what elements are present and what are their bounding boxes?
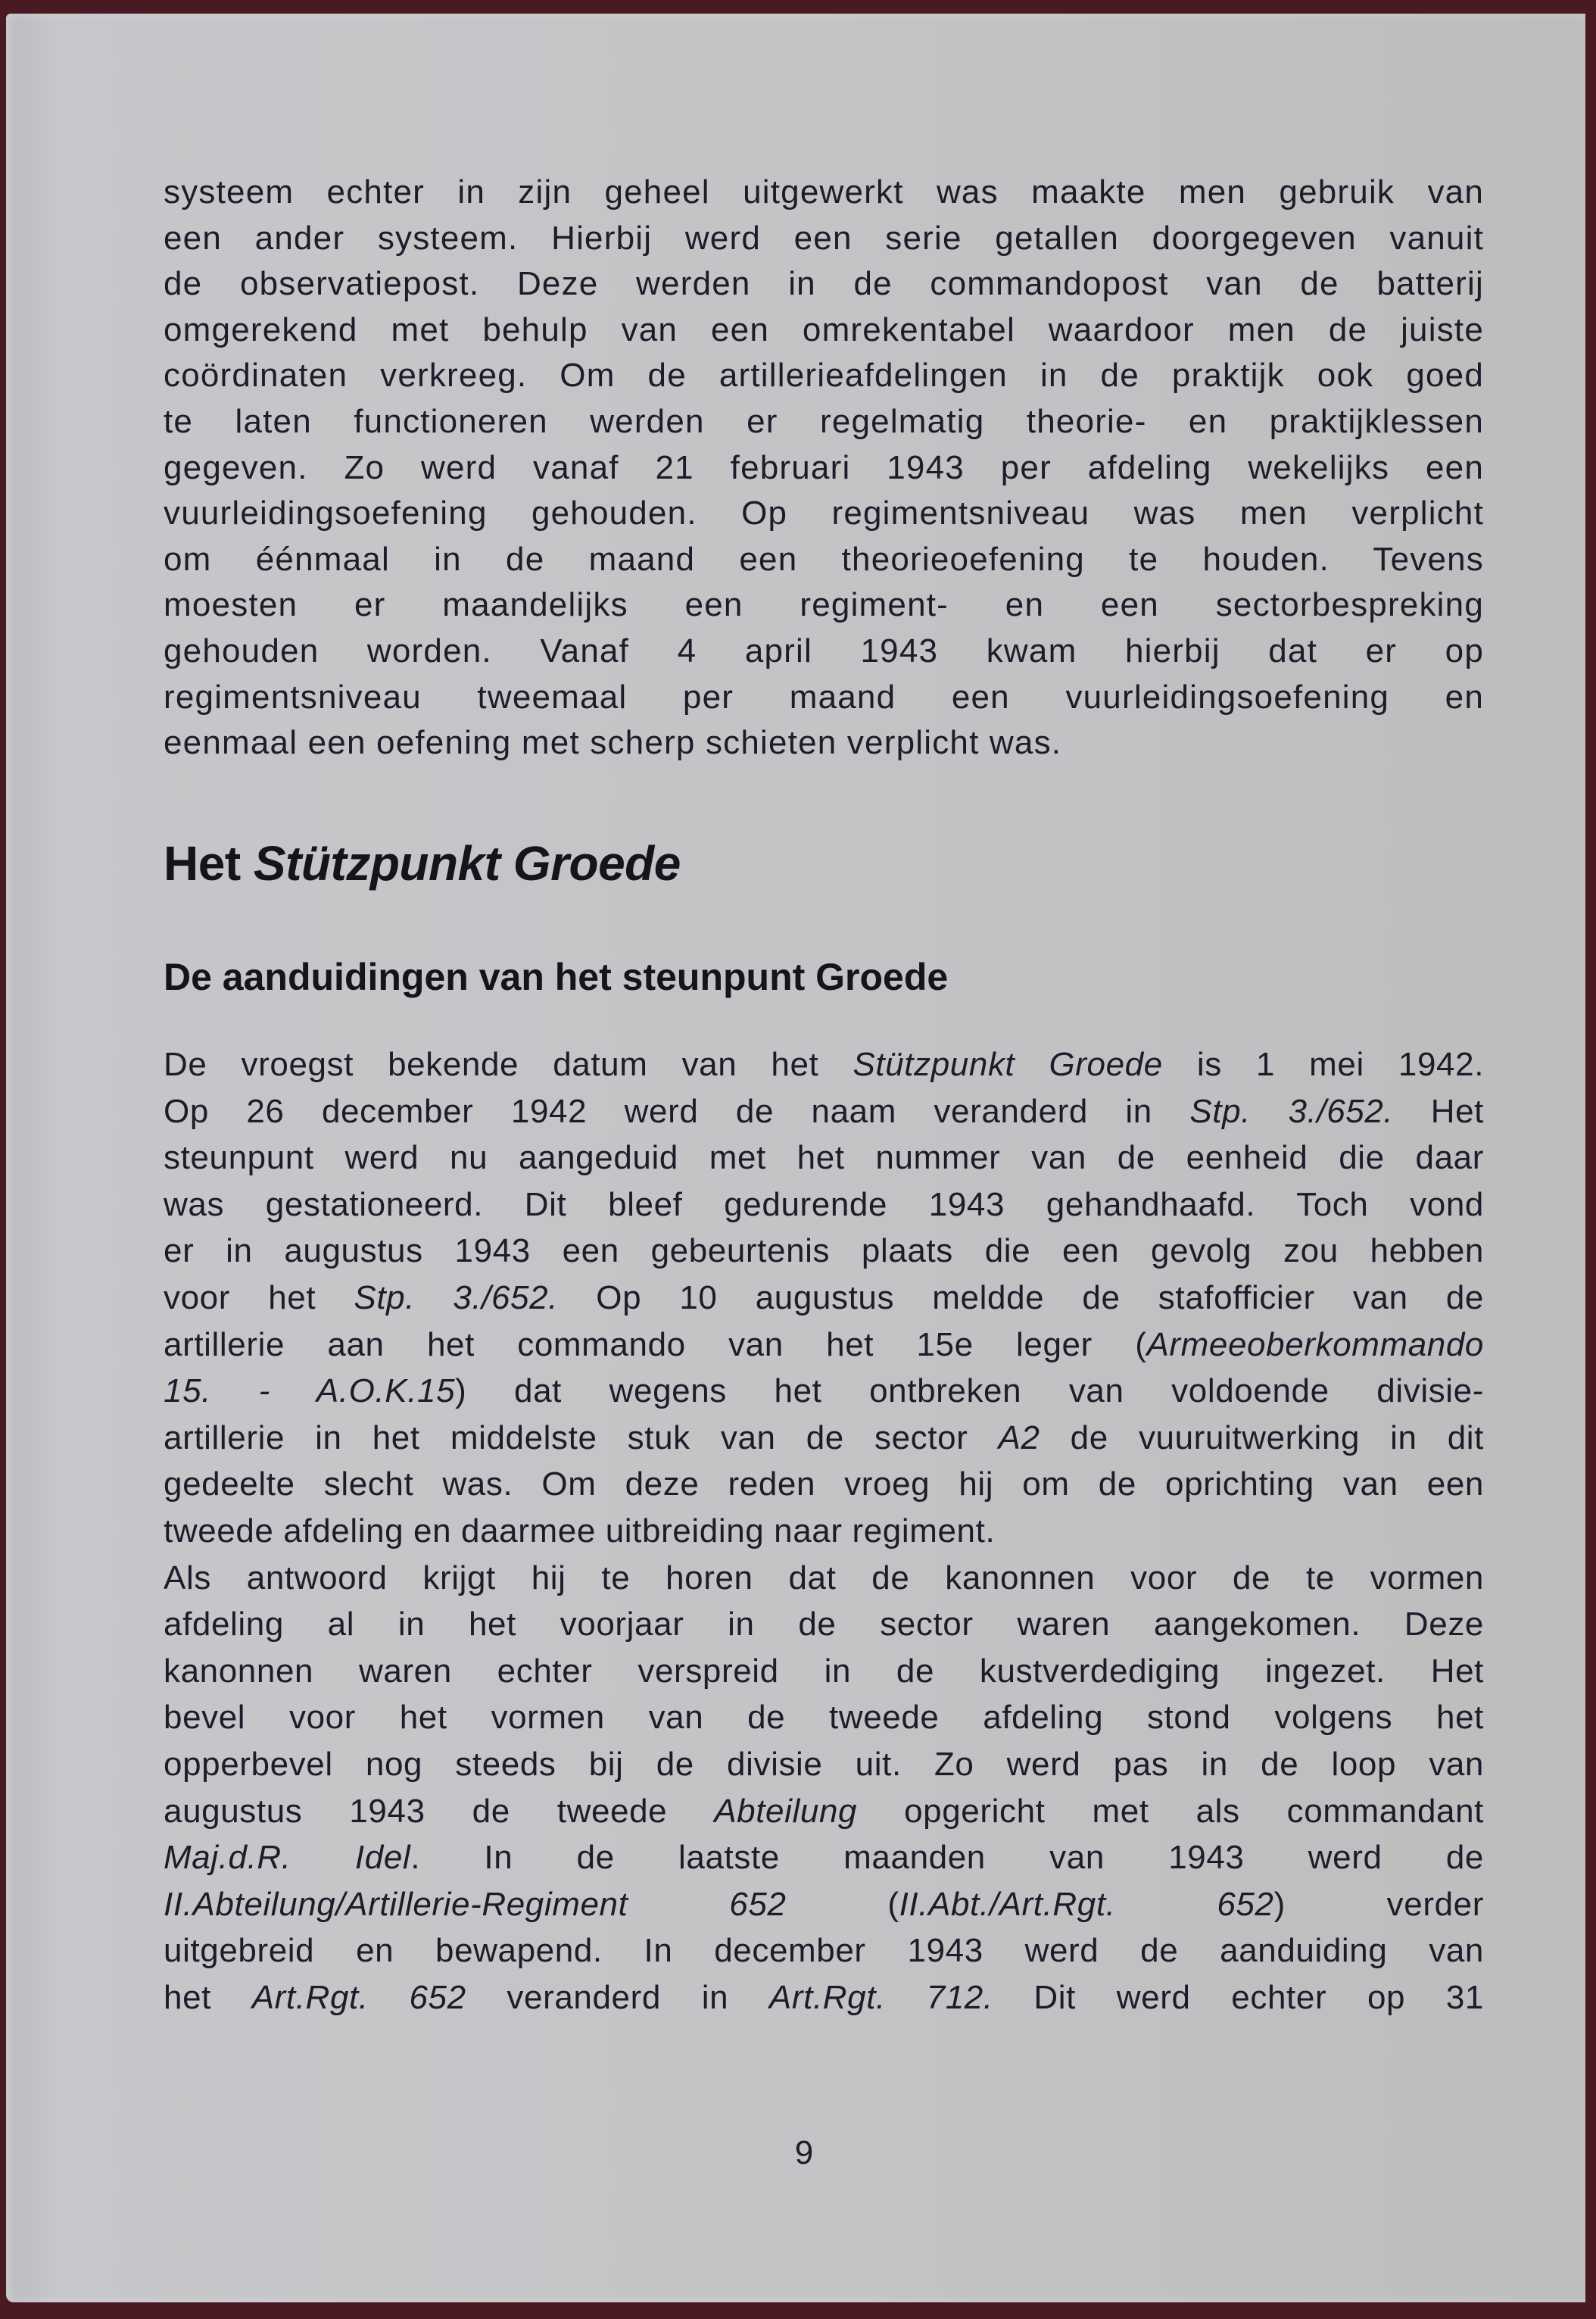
text-line xyxy=(164,356,1484,395)
text-line xyxy=(164,173,1484,212)
text-segment: kanonnen waren echter verspreid in de kustverdediging ingezet. Het xyxy=(164,1652,1484,1690)
text-segment: opperbevel nog steeds bij de divisie uit. Zo werd pas in de loop van xyxy=(164,1746,1484,1783)
italic-text: Stp. 3./652. xyxy=(354,1279,559,1316)
text-segment: ( xyxy=(786,1885,899,1923)
text-segment: Dit werd echter op 31 xyxy=(993,1979,1484,2016)
text-line xyxy=(164,311,1484,350)
text-line xyxy=(164,264,1484,304)
text-line xyxy=(164,1138,1484,1178)
text-segment: bevel voor het vormen van de tweede afdeling stond volgens het xyxy=(164,1699,1484,1737)
text-line xyxy=(164,1838,1484,1877)
italic-text: Abteilung xyxy=(714,1792,858,1830)
text-segment: veranderd in xyxy=(466,1979,769,2016)
italic-text: Stützpunkt Groede xyxy=(853,1046,1163,1083)
text-line xyxy=(164,1885,1484,1924)
text-segment: ) verder xyxy=(1273,1885,1484,1923)
text-line xyxy=(164,1092,1484,1131)
italic-text: II.Abt./Art.Rgt. 652 xyxy=(899,1885,1274,1923)
text-line xyxy=(164,1559,1484,1598)
text-segment: moesten er maandelijks een regiment- en een sectorbespreking xyxy=(164,586,1484,624)
italic-text: II.Abteilung/Artillerie-Regiment 652 xyxy=(164,1885,787,1923)
text-line xyxy=(164,1605,1484,1644)
text-segment: de vuuruitwerking in dit xyxy=(1040,1419,1484,1456)
section-heading-italic: Stützpunkt Groede xyxy=(253,836,681,891)
text-line xyxy=(164,540,1484,579)
italic-text: Maj.d.R. Idel xyxy=(164,1839,411,1877)
italic-text: 15. - A.O.K.15 xyxy=(164,1372,456,1410)
text-line xyxy=(164,1325,1484,1365)
text-line xyxy=(164,1931,1484,1971)
text-segment: gedeelte slecht was. Om deze reden vroeg hij om de oprichting van een xyxy=(164,1465,1484,1503)
text-segment: systeem echter in zijn geheel uitgewerkt was maakte men gebruik van xyxy=(164,173,1484,211)
text-line xyxy=(164,402,1484,442)
text-line xyxy=(164,1231,1484,1271)
text-line xyxy=(164,1045,1484,1085)
italic-text: Art.Rgt. 712. xyxy=(768,1979,993,2016)
text-segment: artillerie in het middelste stuk van de sector xyxy=(164,1419,999,1456)
section-heading-plain: Het xyxy=(164,836,254,891)
text-line xyxy=(164,1792,1484,1831)
text-line xyxy=(164,219,1484,258)
text-segment: . In de laatste maanden van 1943 werd de xyxy=(410,1839,1484,1877)
text-line xyxy=(164,723,1484,763)
text-segment: afdeling al in het voorjaar in de sector waren aangekomen. Deze xyxy=(164,1606,1484,1643)
text-segment: opgericht met als commandant xyxy=(857,1792,1484,1830)
text-line xyxy=(164,1745,1484,1784)
text-line xyxy=(164,1652,1484,1691)
text-line xyxy=(164,632,1484,671)
text-segment: omgerekend met behulp van een omrekentabel waardoor men de juiste xyxy=(164,311,1484,348)
text-segment: Op 10 augustus meldde de stafofficier van de xyxy=(558,1279,1484,1316)
text-segment: om éénmaal in de maand een theorieoefening te houden. Tevens xyxy=(164,540,1484,578)
text-line xyxy=(164,1465,1484,1504)
text-segment: gegeven. Zo werd vanaf 21 februari 1943 per afdeling wekelijks een xyxy=(164,448,1484,486)
text-segment: De vroegst bekende datum van het xyxy=(164,1046,853,1083)
text-segment: voor het xyxy=(164,1279,354,1316)
italic-text: Stp. 3./652. xyxy=(1189,1092,1394,1130)
italic-text: Armeeoberkommando xyxy=(1146,1325,1484,1363)
text-segment: er in augustus 1943 een gebeurtenis plaats die een gevolg zou hebben xyxy=(164,1232,1484,1270)
text-segment: was gestationeerd. Dit bleef gedurende 1943 gehandhaafd. Toch vond xyxy=(164,1185,1484,1223)
text-line xyxy=(164,1698,1484,1737)
text-segment: Het xyxy=(1393,1092,1484,1130)
text-line xyxy=(164,448,1484,488)
text-segment: de observatiepost. Deze werden in de commandopost van de batterij xyxy=(164,265,1484,303)
text-segment: coördinaten verkreeg. Om de artillerieafdelingen in de praktijk ook goed xyxy=(164,357,1484,395)
text-line xyxy=(164,1978,1484,2018)
text-segment: Als antwoord krijgt hij te horen dat de kanonnen voor de te vormen xyxy=(164,1559,1484,1596)
text-line xyxy=(164,678,1484,717)
text-segment: regimentsniveau tweemaal per maand een vuurleidingsoefening en xyxy=(164,678,1484,716)
book-page xyxy=(6,14,1585,2302)
section-heading xyxy=(164,833,681,894)
text-segment: is 1 mei 1942. xyxy=(1162,1046,1485,1083)
text-segment: Op 26 december 1942 werd de naam veranderd in xyxy=(164,1092,1190,1130)
italic-text: A2 xyxy=(998,1419,1040,1456)
text-line xyxy=(164,1372,1484,1411)
text-line xyxy=(164,585,1484,625)
italic-text: Art.Rgt. 652 xyxy=(251,1979,466,2016)
page-number: 9 xyxy=(794,2134,814,2171)
text-line xyxy=(164,494,1484,533)
text-segment: tweede afdeling en daarmee uitbreiding naar regiment. xyxy=(164,1512,996,1550)
text-line xyxy=(164,1512,1484,1551)
text-segment: ) dat wegens het ontbreken van voldoende divisie- xyxy=(455,1372,1484,1410)
text-segment: het xyxy=(164,1979,252,2016)
text-segment: steunpunt werd nu aangeduid met het nummer van de eenheid die daar xyxy=(164,1139,1484,1177)
text-segment: te laten functioneren werden er regelmatig theorie- en praktijklessen xyxy=(164,403,1484,440)
text-segment: eenmaal een oefening met scherp schieten verplicht was. xyxy=(164,724,1062,762)
text-segment: vuurleidingsoefening gehouden. Op regimentsniveau was men verplicht xyxy=(164,495,1484,532)
text-segment: uitgebreid en bewapend. In december 1943 werd de aanduiding van xyxy=(164,1932,1484,1970)
text-line xyxy=(164,1419,1484,1458)
text-segment: augustus 1943 de tweede xyxy=(164,1792,715,1830)
text-line xyxy=(164,1278,1484,1318)
text-segment: artillerie aan het commando van het 15e leger ( xyxy=(164,1325,1147,1363)
text-segment: een ander systeem. Hierbij werd een serie getallen doorgegeven vanuit xyxy=(164,219,1484,257)
text-line xyxy=(164,1185,1484,1225)
subsection-heading: De aanduidingen van het steunpunt Groede xyxy=(164,956,949,998)
text-segment: gehouden worden. Vanaf 4 april 1943 kwam hierbij dat er op xyxy=(164,632,1484,669)
